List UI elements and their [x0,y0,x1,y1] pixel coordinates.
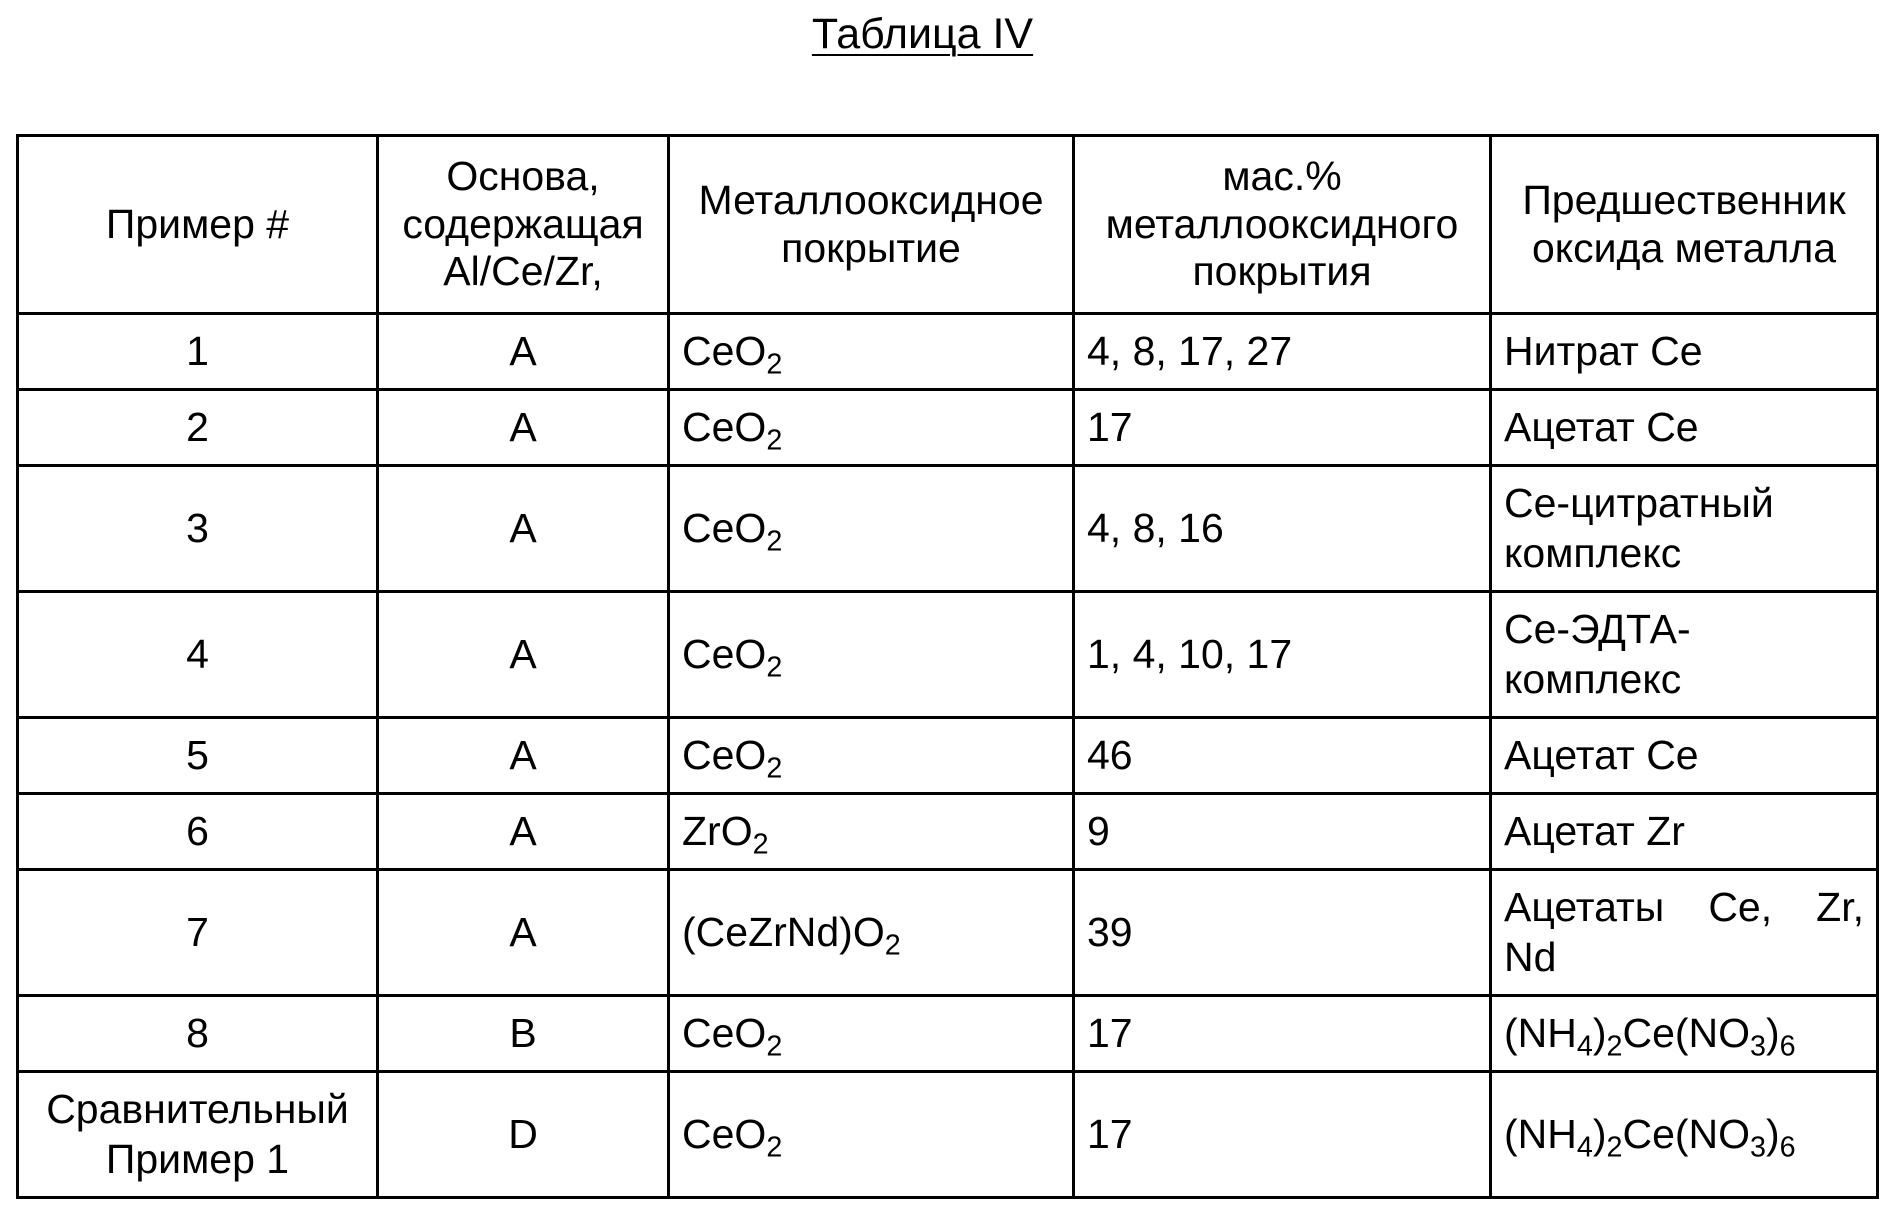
cell-wt: 17 [1074,996,1491,1072]
table-row [18,1072,1878,1198]
cell-wt: 4, 8, 16 [1074,466,1491,592]
cell-precursor: $(NH_4)_2Ce(NO_3)_6$ [1491,996,1878,1072]
cell-wt: 39 [1074,870,1491,996]
cell-precursor: Ацетат Ce [1491,718,1878,794]
cell-example: 3 [18,466,378,592]
cell-coating: CeO$_2$ [669,314,1074,390]
cell-precursor: $(NH_4)_2Ce(NO_3)_6$ [1491,1072,1878,1198]
table-title: Таблица IV [811,10,1034,58]
header-precursor: Предшественник оксида металла [1491,136,1878,314]
cell-example: 4 [18,592,378,718]
cell-precursor: Ce-цитратный комплекс [1491,466,1878,592]
table-row [18,592,1878,718]
cell-coating: CeO$_2$ [669,592,1074,718]
header-wt-percent: мас.% металлооксидного покрытия [1074,136,1491,314]
cell-wt: 9 [1074,794,1491,870]
table-row [18,996,1878,1072]
cell-precursor: Ацетаты Ce, Zr, Nd [1491,870,1878,996]
header-row [18,136,1878,314]
cell-base: B [378,996,669,1072]
cell-base: D [378,1072,669,1198]
cell-coating: $(CeZrNd)O_2$ [669,870,1074,996]
cell-example: 1 [18,314,378,390]
cell-coating: CeO$_2$ [669,1072,1074,1198]
table-row [18,718,1878,794]
cell-wt: 46 [1074,718,1491,794]
cell-base: A [378,314,669,390]
cell-wt: 1, 4, 10, 17 [1074,592,1491,718]
cell-wt: 17 [1074,1072,1491,1198]
cell-base: A [378,466,669,592]
cell-base: A [378,390,669,466]
cell-example: Сравнительный Пример 1 [18,1072,378,1198]
table-row [18,390,1878,466]
cell-wt: 17 [1074,390,1491,466]
cell-example: 5 [18,718,378,794]
cell-precursor: Ацетат Ce [1491,390,1878,466]
cell-precursor: Ацетат Zr [1491,794,1878,870]
cell-precursor: Нитрат Ce [1491,314,1878,390]
cell-example: 2 [18,390,378,466]
cell-base: A [378,870,669,996]
header-example: Пример # [18,136,378,314]
table-row [18,794,1878,870]
cell-example: 7 [18,870,378,996]
table-row [18,314,1878,390]
cell-coating: CeO$_2$ [669,996,1074,1072]
cell-coating: CeO$_2$ [669,390,1074,466]
table-row [18,870,1878,996]
header-base: Основа, содержащая Al/Ce/Zr, [378,136,669,314]
cell-example: 6 [18,794,378,870]
cell-base: A [378,718,669,794]
header-coating: Металлооксидное покрытие [669,136,1074,314]
cell-example: 8 [18,996,378,1072]
cell-coating: CeO$_2$ [669,718,1074,794]
cell-precursor: Ce-ЭДТА- комплекс [1491,592,1878,718]
table-row [18,466,1878,592]
data-table [16,134,1879,1199]
cell-base: A [378,794,669,870]
cell-base: A [378,592,669,718]
cell-coating: CeO$_2$ [669,466,1074,592]
cell-coating: ZrO$_2$ [669,794,1074,870]
cell-wt: 4, 8, 17, 27 [1074,314,1491,390]
